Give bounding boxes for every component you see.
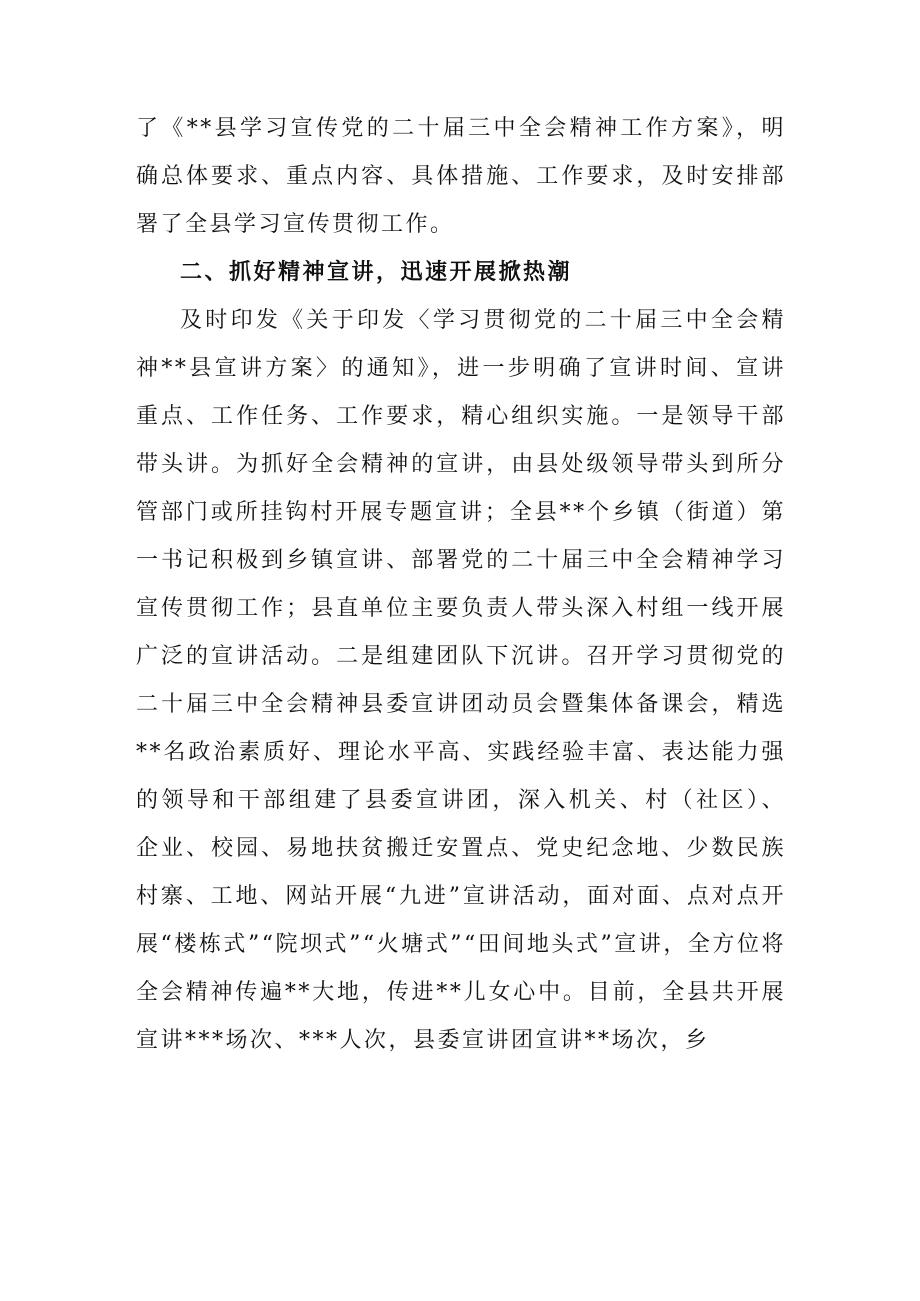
section-heading: 二、抓好精神宣讲，迅速开展掀热潮 <box>180 260 573 285</box>
section-paragraph: 及时印发《关于印发〈学习贯彻党的二十届三中全会精神**县宣讲方案〉的通知》，进一步明确了宣讲时间、宣讲重点、工作任务、工作要求，精心组织实施。一是领导干部带头讲。为抓好全会精神的宣讲，由县处级领导带头到所分管部门或所挂钩村开展专题宣讲；全县**个乡镇（街道）第一书记积极到乡镇宣讲、部署党的二十届三中全会精神学习宣传贯彻工作；县直单位主要负责人带头深入村组一线开展广泛的宣讲活动。二是组建团队下沉讲。召开学习贯彻党的二十届三中全会精神县委宣讲团动员会暨集体备课会，精选**名政治素质好、理论水平高、实践经验丰富、表达能力强的领导和干部组建了县委宣讲团，深入机关、村（社区）、企业、校园、易地扶贫搬迁安置点、党史纪念地、少数民族村寨、工地、网站开展“九进”宣讲活动，面对面、点对点开展“楼栋式”“院坝式”“火塘式”“田间地头式”宣讲，全方位将全会精神传遍**大地，传进**儿女心中。目前，全县共开展宣讲***场次、***人次，县委宣讲团宣讲**场次，乡 <box>136 308 786 1053</box>
paragraph-continued: 了《**县学习宣传党的二十届三中全会精神工作方案》，明确总体要求、重点内容、具体措施、工作要求，及时安排部署了全县学习宣传贯彻工作。 <box>136 116 786 237</box>
